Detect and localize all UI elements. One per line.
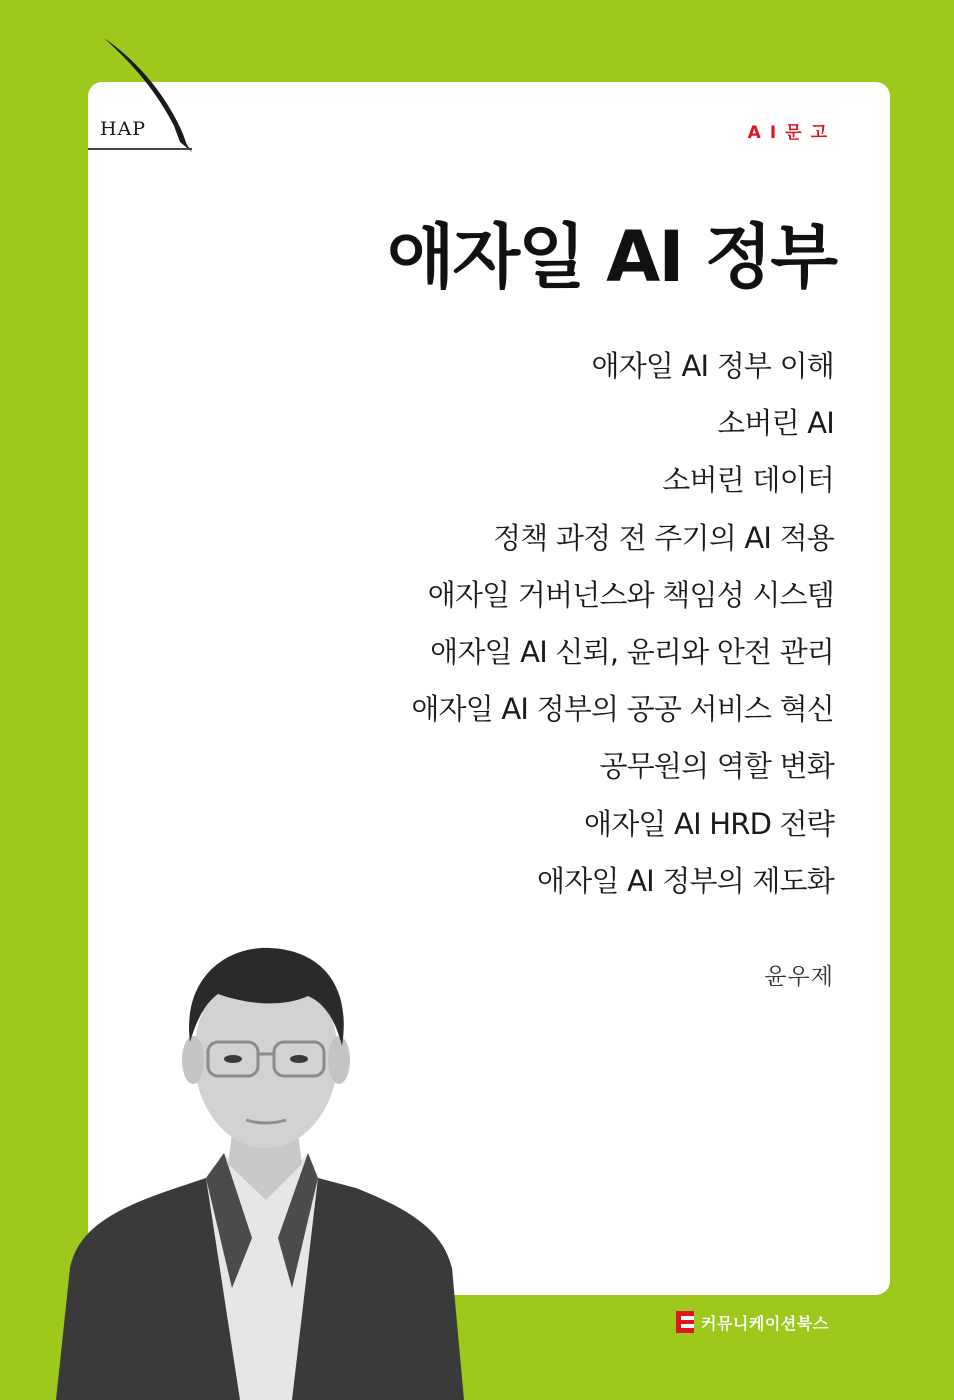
publisher-mark-icon: [676, 1311, 694, 1333]
toc-item: 애자일 AI 신뢰, 윤리와 안전 관리: [430, 635, 834, 670]
toc-item: 정책 과정 전 주기의 AI 적용: [492, 520, 834, 555]
toc-item: 공무원의 역할 변화: [599, 749, 834, 784]
author-name: 윤우제: [764, 964, 834, 990]
publisher-name: 커뮤니케이션북스: [701, 1313, 829, 1333]
toc-item: 소버린 데이터: [662, 463, 834, 498]
toc-item: 소버린 AI: [717, 406, 834, 441]
logo-rule: [88, 148, 192, 150]
toc-item: 애자일 AI 정부의 제도화: [537, 863, 834, 898]
toc-item: 애자일 AI 정부의 공공 서비스 혁신: [411, 692, 834, 727]
table-of-contents: [411, 338, 834, 910]
toc-item: 애자일 AI 정부 이해: [591, 349, 834, 383]
publisher: [676, 1310, 829, 1334]
toc-item: 애자일 AI HRD 전략: [583, 806, 834, 841]
series-label: AI문고: [747, 123, 836, 143]
book-title: 애자일 AI 정부: [386, 216, 836, 298]
author-portrait: [56, 938, 464, 1400]
publisher-logo-text: HAP: [100, 118, 147, 140]
toc-item: 애자일 거버넌스와 책임성 시스템: [427, 577, 834, 612]
